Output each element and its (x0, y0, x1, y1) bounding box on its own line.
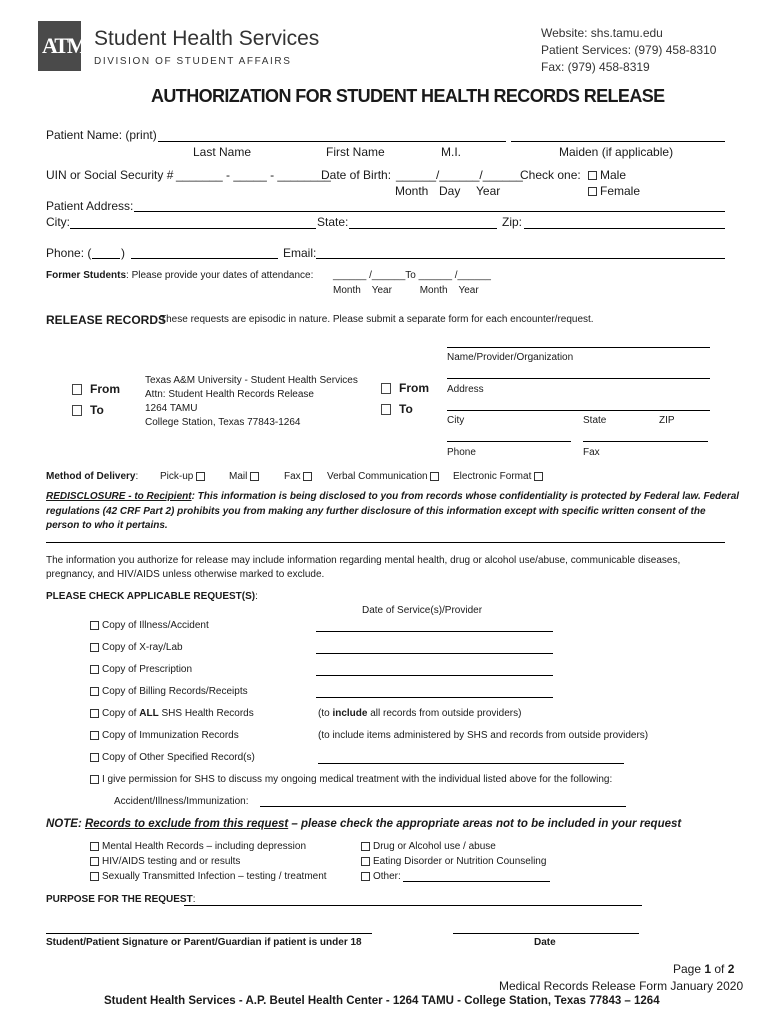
page-of: of (711, 962, 728, 976)
checkbox-icon[interactable] (250, 472, 259, 481)
logo-text: ATM (42, 33, 86, 58)
male-label: Male (600, 168, 627, 182)
request-all-records[interactable] (90, 708, 254, 719)
recipient-phone-field[interactable] (447, 441, 571, 442)
address-caption: Address (447, 384, 484, 395)
state-caption: State (583, 415, 607, 426)
fax-number: Fax: (979) 458-8319 (541, 60, 650, 74)
note-rest: – please check the appropriate areas not to be included in your request (288, 818, 682, 830)
checkbox-icon[interactable] (90, 842, 99, 851)
page-prefix: Page (673, 962, 705, 976)
email-label: Email: (283, 246, 317, 260)
dob-label: Date of Birth: (321, 168, 392, 182)
tamu-address-line: 1264 TAMU (145, 403, 198, 414)
checkbox-icon[interactable] (72, 384, 82, 395)
purpose-field[interactable] (184, 905, 642, 906)
form-name: Medical Records Release Form January 2020 (499, 979, 744, 993)
checkbox-icon[interactable] (90, 687, 99, 696)
redisclosure-text-3: person to who it pertains. (46, 520, 168, 531)
signature-label: Student/Patient Signature or Parent/Guardian if patient is under 18 (46, 937, 362, 948)
maiden-name-field[interactable] (511, 141, 725, 142)
note-suffix: all records from outside providers) (367, 708, 522, 719)
to-option-left[interactable] (72, 403, 104, 417)
from-label: From (90, 382, 120, 396)
page-number (673, 962, 734, 976)
permission-label: I give permission for SHS to discuss my ongoing medical treatment with the individual listed above for the following: (102, 774, 613, 785)
request-label: Copy of Immunization Records (102, 730, 239, 741)
request-label: Copy of X-ray/Lab (102, 642, 183, 653)
former-students-label: Former Students (46, 270, 127, 281)
zip-caption: ZIP (659, 415, 675, 426)
checkbox-icon[interactable] (90, 872, 99, 881)
recipient-address-top-line (447, 378, 710, 379)
purpose-label: PURPOSE FOR THE REQUEST (46, 894, 193, 905)
address-label: Patient Address: (46, 199, 134, 213)
female-option[interactable] (588, 184, 640, 198)
pickup-label: Pick-up (160, 471, 194, 482)
female-label: Female (600, 184, 641, 198)
exclude-label: Mental Health Records – including depression (102, 841, 307, 852)
delivery-label-row (46, 471, 138, 482)
checkbox-icon[interactable] (90, 621, 99, 630)
zip-label: Zip: (502, 215, 523, 229)
request-xray[interactable] (90, 642, 183, 653)
page-total: 2 (727, 962, 735, 976)
date-of-service-header: Date of Service(s)/Provider (362, 605, 483, 616)
redisclosure-label: REDISCLOSURE - to Recipient (46, 491, 192, 502)
request-prescription[interactable] (90, 664, 192, 675)
exclude-label: HIV/AIDS testing and or results (102, 856, 241, 867)
first-name-caption: First Name (326, 145, 385, 159)
former-students-row (46, 270, 313, 281)
email-field[interactable] (316, 258, 725, 259)
page-num: 1 (704, 962, 712, 976)
all-suffix: SHS Health Records (158, 708, 254, 719)
delivery-electronic[interactable] (453, 471, 546, 482)
male-option[interactable] (588, 168, 626, 182)
redisclosure-text-1: : This information is being disclosed to you from records whose confidentiality is protected by Federal law. Federal (191, 491, 740, 502)
request-label: Copy of Prescription (102, 664, 193, 675)
requests-heading: PLEASE CHECK APPLICABLE REQUEST(S) (46, 591, 256, 602)
delivery-mail[interactable] (229, 471, 262, 482)
info-text-1: The information you authorize for release may include information regarding mental health, drug or alcohol use/abuse, communicable diseases, (46, 555, 681, 566)
dob-month-caption: Month (395, 184, 429, 198)
delivery-label: Method of Delivery (46, 471, 136, 482)
recipient-fax-field[interactable] (583, 441, 708, 442)
last-name-caption: Last Name (193, 145, 252, 159)
checkbox-icon[interactable] (588, 187, 597, 196)
all-bold: ALL (139, 708, 159, 719)
maiden-caption: Maiden (if applicable) (559, 145, 674, 159)
city-label: City: (46, 215, 70, 229)
to-option-right[interactable] (381, 402, 413, 416)
checkbox-icon[interactable] (430, 472, 439, 481)
request-label: Copy of Other Specified Record(s) (102, 752, 255, 763)
xray-date-field[interactable] (316, 653, 553, 654)
tamu-address-line: Attn: Student Health Records Release (145, 389, 314, 400)
tamu-address-line: College Station, Texas 77843-1264 (145, 417, 301, 428)
former-students-text: : Please provide your dates of attendance: (126, 270, 314, 281)
checkbox-icon[interactable] (90, 753, 99, 762)
exclude-hiv[interactable] (90, 856, 240, 867)
checkbox-icon[interactable] (90, 643, 99, 652)
attendance-dates-caption: Month Year Month Year (333, 285, 479, 296)
zip-field[interactable] (524, 228, 725, 229)
date-label: Date (534, 937, 556, 948)
immunization-note: (to include items administered by SHS and records from outside providers) (318, 730, 649, 741)
patient-services-phone: Patient Services: (979) 458-8310 (541, 43, 717, 57)
recipient-name-field[interactable] (447, 347, 710, 348)
info-text-2: pregnancy, and HIV/AIDS unless otherwise marked to exclude. (46, 569, 325, 580)
checkbox-icon[interactable] (90, 731, 99, 740)
checkbox-icon[interactable] (90, 775, 99, 784)
checkbox-icon[interactable] (381, 383, 391, 394)
request-label: Copy of Billing Records/Receipts (102, 686, 248, 697)
billing-date-field[interactable] (316, 697, 553, 698)
website-text: Website: shs.tamu.edu (541, 26, 663, 40)
note-prefix: (to (318, 708, 333, 719)
exclude-label: Drug or Alcohol use / abuse (373, 841, 496, 852)
exclude-label: Eating Disorder or Nutrition Counseling (373, 856, 547, 867)
delivery-fax[interactable] (284, 471, 315, 482)
note-underlined: Records to exclude from this request (84, 818, 289, 830)
request-permission[interactable] (90, 774, 612, 785)
state-label: State: (317, 215, 349, 229)
phone-field[interactable] (131, 258, 278, 259)
release-records-note: These requests are episodic in nature. Please submit a separate form for each encounter/request. (160, 314, 594, 325)
exclude-label: Sexually Transmitted Infection – testing / treatment (102, 871, 327, 882)
all-records-note (318, 708, 521, 719)
all-prefix: Copy of (102, 708, 140, 719)
checkbox-icon[interactable] (534, 472, 543, 481)
release-records-heading: RELEASE RECORDS (46, 313, 167, 327)
accident-field[interactable] (260, 806, 626, 807)
tamu-address-line: Texas A&M University - Student Health Services (145, 375, 358, 386)
city-field[interactable] (70, 228, 316, 229)
delivery-colon: : (135, 471, 139, 482)
dob-year-caption: Year (476, 184, 501, 198)
tamu-logo (38, 21, 86, 71)
requests-heading-row (46, 591, 258, 602)
checkbox-icon[interactable] (361, 872, 370, 881)
requests-colon: : (255, 591, 258, 602)
checkbox-icon[interactable] (90, 665, 99, 674)
checkbox-icon[interactable] (90, 857, 99, 866)
delivery-verbal[interactable] (327, 471, 442, 482)
checkbox-icon[interactable] (90, 709, 99, 718)
exclude-label: Other: (373, 871, 401, 882)
exclude-mental-health[interactable] (90, 841, 306, 852)
checkbox-icon[interactable] (196, 472, 205, 481)
to-label: To (399, 402, 413, 416)
city-caption: City (447, 415, 465, 426)
checkbox-icon[interactable] (361, 842, 370, 851)
mi-caption: M.I. (441, 145, 461, 159)
exclude-other[interactable] (361, 871, 401, 882)
state-field[interactable] (349, 228, 497, 229)
checkbox-icon[interactable] (381, 404, 391, 415)
dob-field[interactable]: ______/______/______ (396, 168, 523, 182)
patient-name-field[interactable] (158, 141, 506, 142)
footer-address: Student Health Services - A.P. Beutel Health Center - 1264 TAMU - College Station, Texas 77843 – 1264 (104, 995, 660, 1007)
uin-label: UIN or Social Security # (46, 168, 174, 182)
electronic-label: Electronic Format (453, 471, 532, 482)
exclude-sti[interactable] (90, 871, 327, 882)
from-label: From (399, 381, 429, 395)
phone-label: Phone: ( (46, 246, 92, 260)
exclude-drug-alcohol[interactable] (361, 841, 496, 852)
exclude-other-field[interactable] (403, 881, 550, 882)
redisclosure-line-1 (46, 491, 739, 502)
exclude-note (46, 818, 681, 830)
page-title: AUTHORIZATION FOR STUDENT HEALTH RECORDS RELEASE (151, 86, 665, 106)
recipient-address-field[interactable] (447, 410, 710, 411)
phone-paren: ) (121, 246, 125, 260)
delivery-pickup[interactable] (160, 471, 208, 482)
illness-date-field[interactable] (316, 631, 553, 632)
from-option-left[interactable] (72, 382, 120, 396)
section-divider (46, 542, 725, 543)
checkbox-icon[interactable] (588, 171, 597, 180)
area-code-field[interactable] (92, 258, 120, 259)
date-field[interactable] (453, 933, 639, 934)
patient-name-label: Patient Name: (print) (46, 128, 157, 142)
checkbox-icon[interactable] (303, 472, 312, 481)
redisclosure-text-2: regulations (42 CRF Part 2) prohibits you from making any further disclosure of this information except with specific written consent of the (46, 506, 706, 517)
prescription-date-field[interactable] (316, 675, 553, 676)
request-billing[interactable] (90, 686, 248, 697)
fax-caption: Fax (583, 447, 600, 458)
uin-field[interactable]: _______ - _____ - ________ (176, 168, 331, 182)
gender-check-label: Check one: (520, 168, 581, 182)
request-immunization[interactable] (90, 730, 239, 741)
name-provider-caption: Name/Provider/Organization (447, 352, 574, 363)
other-records-field[interactable] (318, 763, 624, 764)
to-label: To (90, 403, 104, 417)
checkbox-icon[interactable] (72, 405, 82, 416)
division-name: DIVISION OF STUDENT AFFAIRS (94, 56, 292, 67)
mail-label: Mail (229, 471, 248, 482)
fax-label: Fax (284, 471, 301, 482)
org-name: Student Health Services (94, 27, 320, 50)
dob-day-caption: Day (439, 184, 461, 198)
verbal-label: Verbal Communication (327, 471, 428, 482)
request-illness[interactable] (90, 620, 209, 631)
exclude-eating-disorder[interactable] (361, 856, 546, 867)
request-other[interactable] (90, 752, 255, 763)
from-option-right[interactable] (381, 381, 429, 395)
note-bold: include (332, 708, 368, 719)
note-label: NOTE: (46, 818, 82, 830)
attendance-dates-field[interactable]: ______ /______To ______ /______ (333, 270, 491, 281)
request-label: Copy of Illness/Accident (102, 620, 209, 631)
accident-label: Accident/Illness/Immunization: (114, 796, 249, 807)
signature-field[interactable] (46, 933, 372, 934)
purpose-row (46, 894, 195, 905)
checkbox-icon[interactable] (361, 857, 370, 866)
purpose-colon: : (192, 894, 196, 905)
address-field[interactable] (134, 211, 725, 212)
phone-caption: Phone (447, 447, 476, 458)
